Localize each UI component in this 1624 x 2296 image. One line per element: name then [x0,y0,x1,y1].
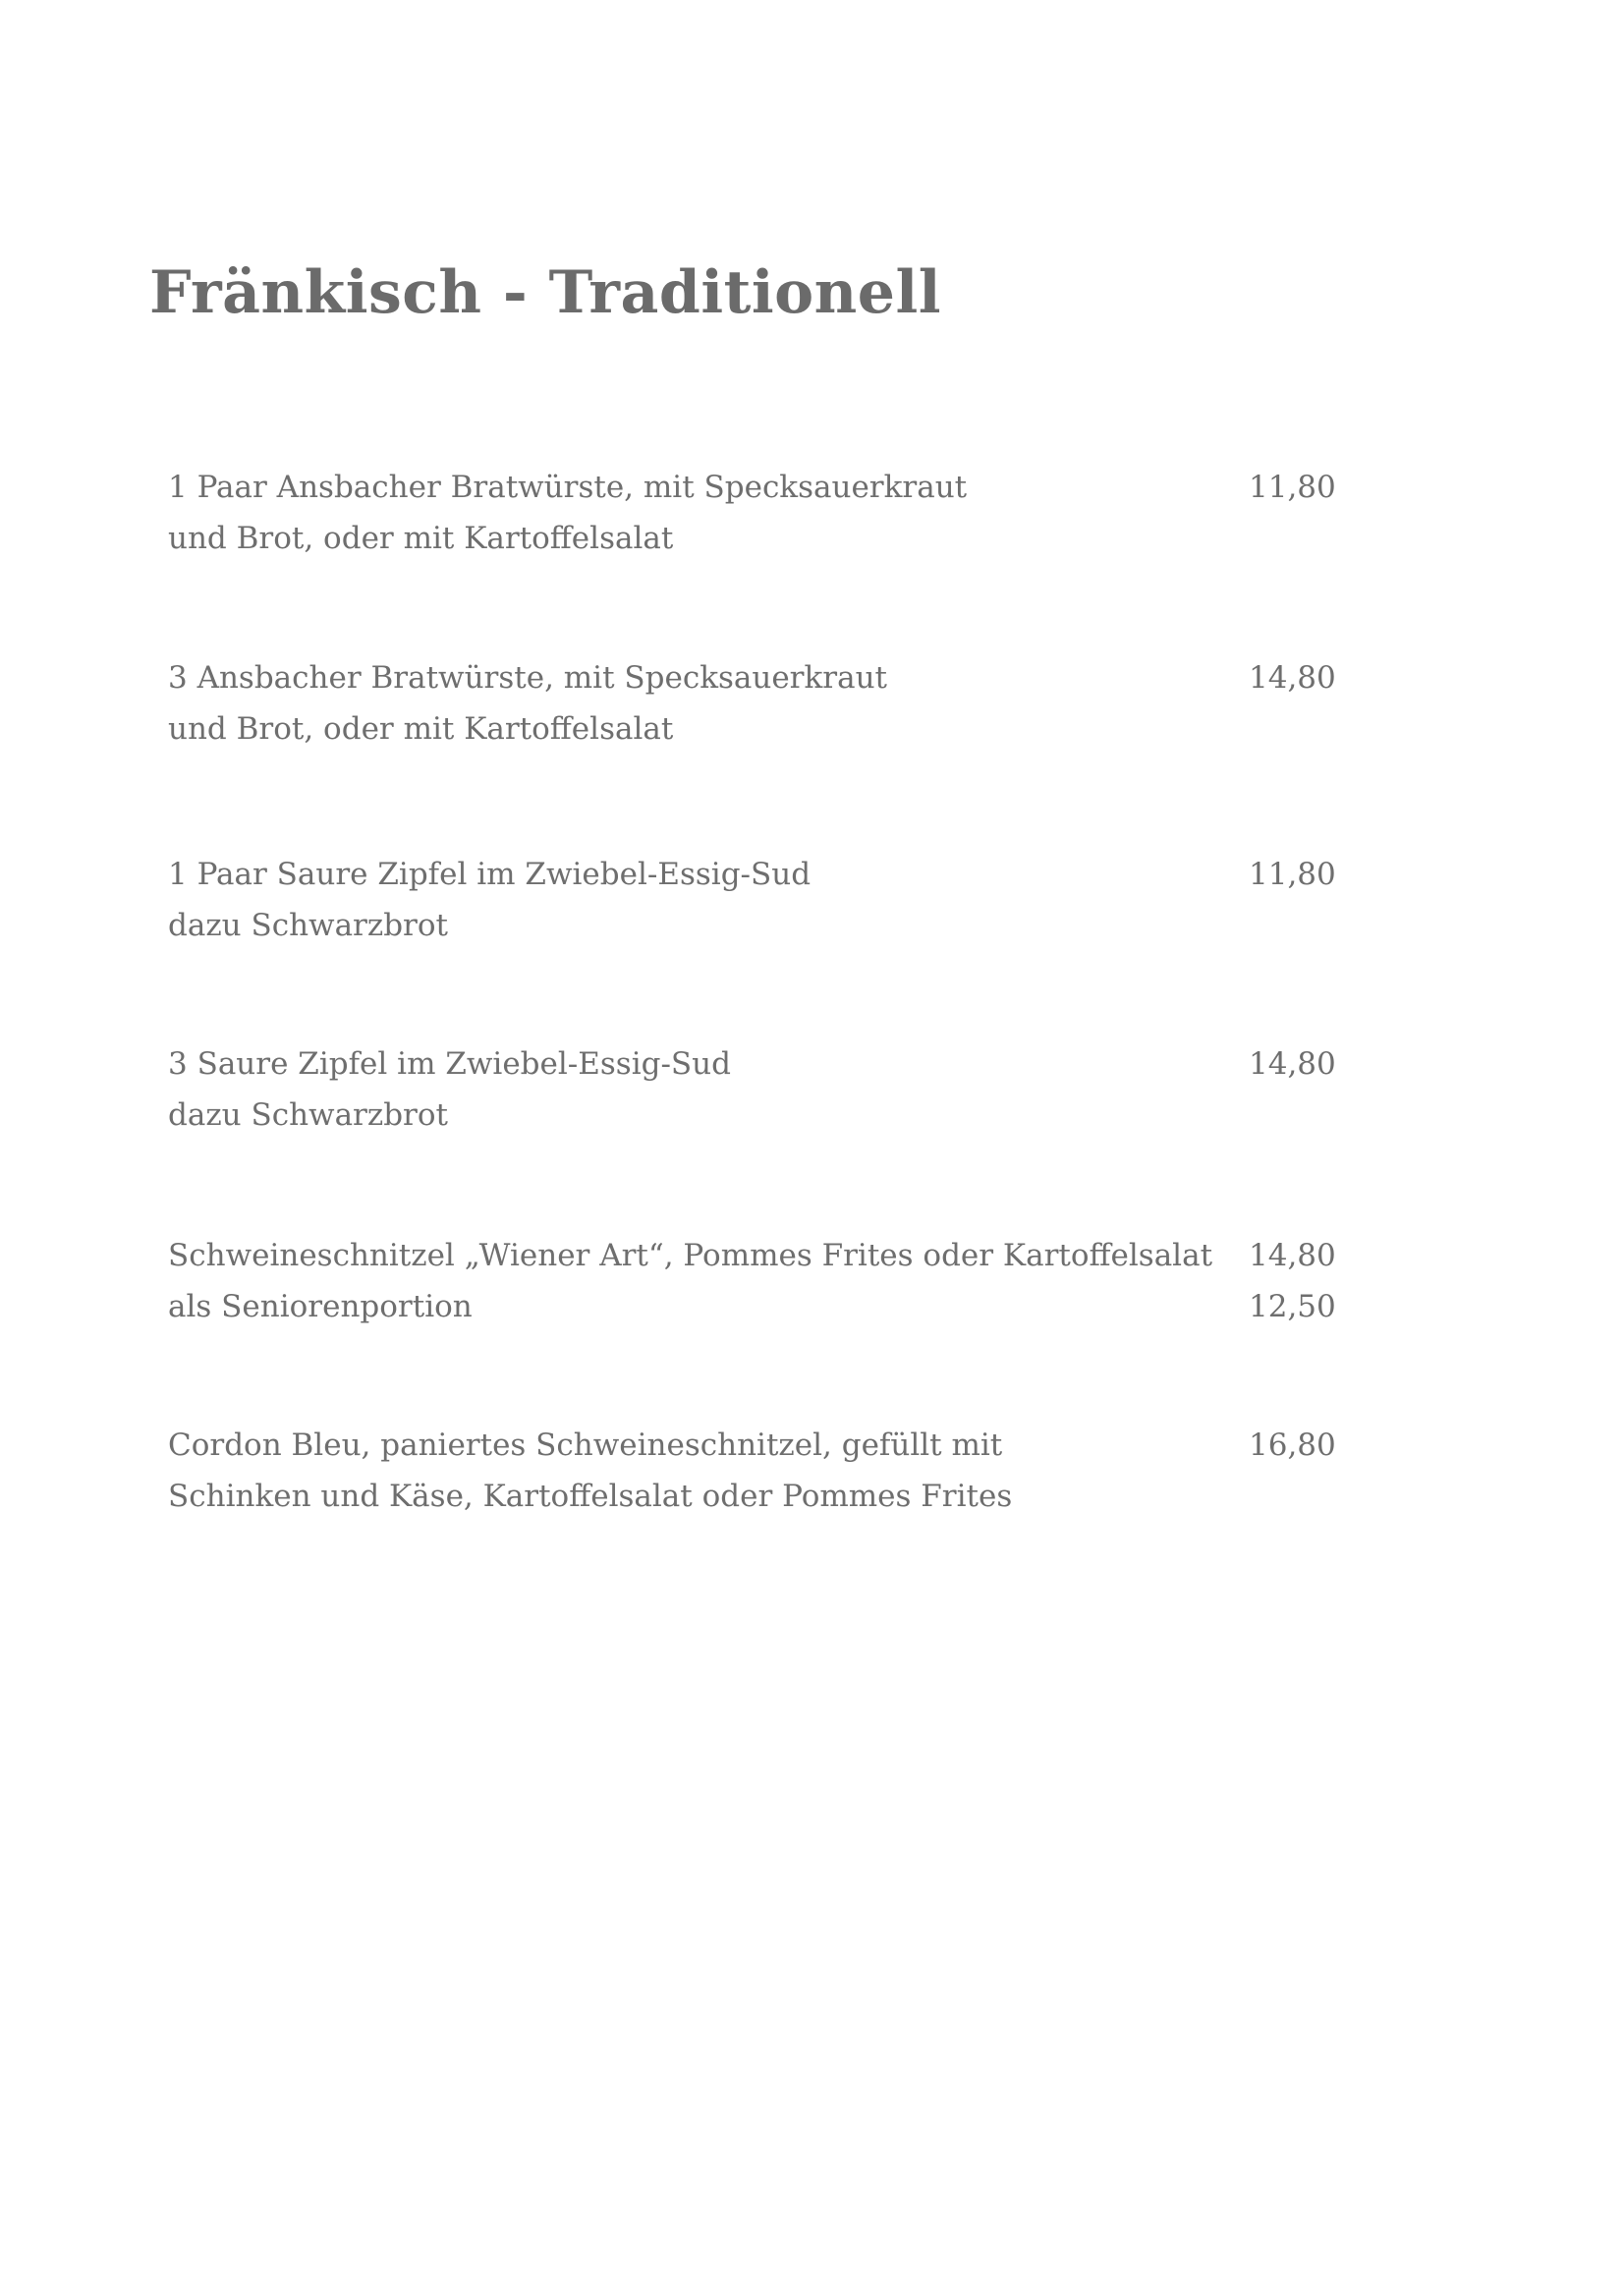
menu-item-description: 3 Ansbacher Bratwürste, mit Specksauerkraut [168,660,888,696]
menu-item-line [168,652,1347,703]
menu-item-price: 14,80 [1249,1046,1336,1082]
menu-item-price: 14,80 [1249,1238,1336,1273]
menu-item-description: und Brot, oder mit Kartoffelsalat [168,711,674,747]
menu-item-line [168,513,1347,564]
menu-item [168,462,1347,570]
menu-item-line [168,462,1347,513]
menu-item-price: 16,80 [1249,1428,1336,1463]
menu-item-line [168,1420,1347,1471]
menu-item-description: Schinken und Käse, Kartoffelsalat oder Pommes Frites [168,1479,1013,1514]
menu-item-description: 3 Saure Zipfel im Zwiebel-Essig-Sud [168,1046,731,1082]
menu-item-description: Schweineschnitzel „Wiener Art“, Pommes Frites oder Kartoffelsalat [168,1238,1213,1273]
menu-item-price: 11,80 [1249,470,1336,505]
menu-item [168,1230,1347,1338]
menu-item-line [168,1230,1347,1281]
menu-item-line [168,1281,1347,1332]
menu-item-description: 1 Paar Ansbacher Bratwürste, mit Specksauerkraut [168,470,968,505]
menu-item-line [168,1038,1347,1090]
menu-item-price: 14,80 [1249,660,1336,696]
menu-item [168,1420,1347,1528]
menu-item-price: 11,80 [1249,857,1336,892]
menu-item-description: Cordon Bleu, paniertes Schweineschnitzel, gefüllt mit [168,1428,1003,1463]
menu-item-line [168,900,1347,951]
menu-item [168,849,1347,957]
menu-item-description: dazu Schwarzbrot [168,908,448,943]
menu-item-line [168,1471,1347,1522]
menu-item [168,1038,1347,1147]
menu-item-line [168,849,1347,900]
menu-item [168,652,1347,760]
menu-item-description: und Brot, oder mit Kartoffelsalat [168,521,674,556]
menu-item-description: dazu Schwarzbrot [168,1097,448,1133]
menu-item-line [168,703,1347,755]
menu-item-description: 1 Paar Saure Zipfel im Zwiebel-Essig-Sud [168,857,812,892]
page-title: Fränkisch - Traditionell [149,258,942,327]
menu-item-line [168,1090,1347,1141]
menu-item-price: 12,50 [1249,1289,1336,1324]
menu-item-description: als Seniorenportion [168,1289,473,1324]
